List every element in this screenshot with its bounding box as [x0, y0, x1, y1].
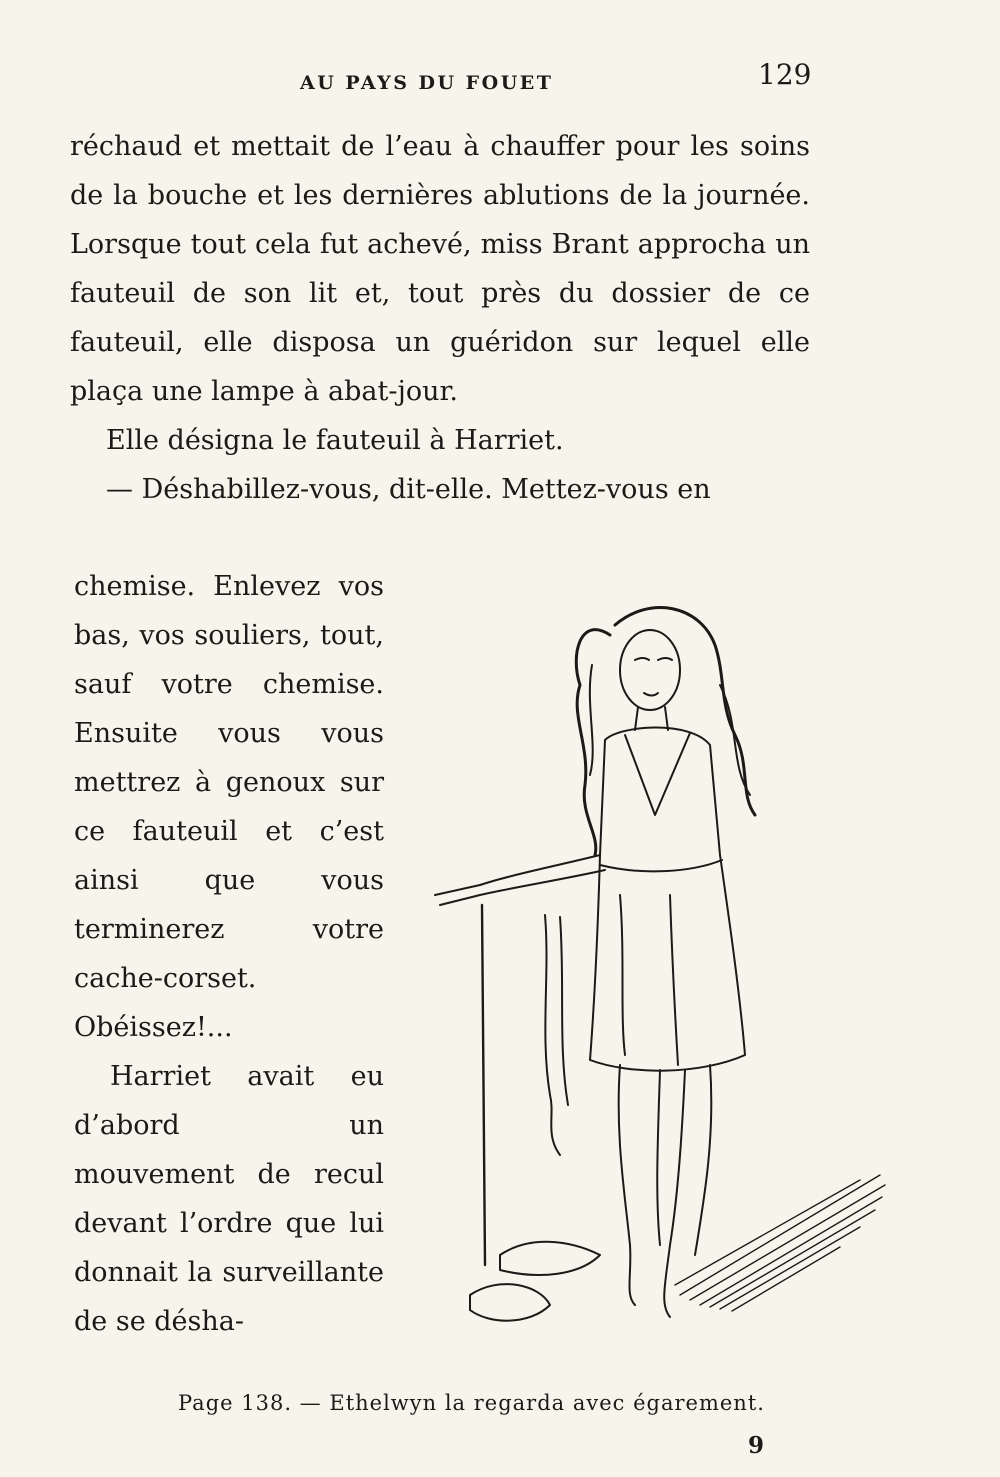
paragraph-4: chemise. Enlevez vos bas, vos souliers, tout, sauf votre chemise. Ensuite vous vous mettrez à genoux sur ce fauteuil et c’est ainsi que vous terminerez votre cache-corset. Obéissez!... [74, 571, 384, 1043]
paragraph-2: Elle désigna le fauteuil à Harriet. [106, 425, 564, 456]
paragraph-3: — Déshabillez-vous, dit-elle. Mettez-vous en [106, 474, 711, 505]
woman-in-chemise-illustration [420, 595, 900, 1355]
paragraph-5: Harriet avait eu d’abord un mouvement de recul devant l’ordre que lui donnait la surveillante de se désha- [74, 1061, 384, 1337]
paragraph-1: réchaud et mettait de l’eau à chauffer pour les soins de la bouche et les dernières ablutions de la journée. Lorsque tout cela fut achevé, miss Brant approcha un fauteuil de son lit et, tout près du dossier de ce fauteuil, elle disposa un guéridon sur lequel elle plaça une lampe à abat-jour. [70, 131, 810, 407]
running-head: AU PAYS DU FOUET [300, 72, 554, 94]
column-text [74, 562, 384, 1346]
illustration-caption: Page 138. — Ethelwyn la regarda avec égarement. [178, 1391, 765, 1415]
page-number: 129 [758, 58, 812, 91]
full-width-text [70, 122, 810, 514]
signature-mark: 9 [748, 1432, 765, 1459]
